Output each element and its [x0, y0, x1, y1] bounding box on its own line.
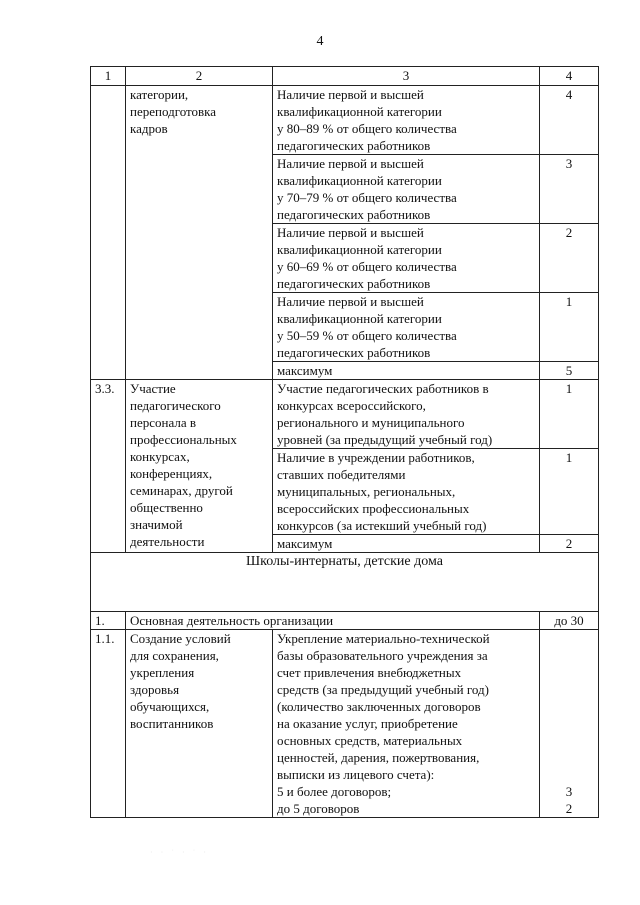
score-cell: 4: [540, 86, 599, 155]
item-number: 1.1.: [91, 630, 126, 818]
score-cell: 1: [540, 293, 599, 362]
max-label: максимум: [273, 362, 540, 380]
header-col-3: 3: [273, 67, 540, 86]
table-row: [91, 380, 599, 449]
indicator-cell: Наличие первой и высшей квалификационной категории у 50–59 % от общего количества педагогических работников: [273, 293, 540, 362]
criterion-cell: Создание условий для сохранения, укрепления здоровья обучающихся, воспитанников: [126, 630, 273, 818]
table-row: [91, 630, 599, 818]
criterion-cell: Участие педагогического персонала в профессиональных конкурсах, конференциях, семинарах, другой общественно значимой деятельности: [126, 380, 273, 553]
table-row: [91, 86, 599, 155]
header-col-4: 4: [540, 67, 599, 86]
scan-artifact: · · ˙ · ˙ ·: [150, 848, 209, 857]
criteria-table: [90, 66, 599, 818]
max-label: максимум: [273, 535, 540, 553]
table-row: [91, 612, 599, 630]
indicator-cell: Наличие первой и высшей квалификационной категории у 80–89 % от общего количества педагогических работников: [273, 86, 540, 155]
indicator-cell: Участие педагогических работников в конкурсах всероссийского, регионального и муниципального уровней (за предыдущий учебный год): [273, 380, 540, 449]
score-cell: 3: [540, 155, 599, 224]
indicator-cell: Укрепление материально-технической базы образовательного учреждения за счет привлечения внебюджетных средств (за предыдущий учебный год) (количество заключенных договоров на оказание услуг, приобретение основных средств, материальных ценностей, дарения, пожертвования, выписки из лицевого счета): 5 и более договоров; до 5 договоров: [273, 630, 540, 818]
header-col-2: 2: [126, 67, 273, 86]
max-value: 2: [540, 535, 599, 553]
item-number: 3.3.: [91, 380, 126, 553]
max-value: 5: [540, 362, 599, 380]
score-cell: 2: [540, 224, 599, 293]
table-header-row: [91, 67, 599, 86]
header-col-1: 1: [91, 67, 126, 86]
section-title: Школы-интернаты, детские дома: [91, 553, 599, 612]
item-number: 1.: [91, 612, 126, 630]
section-row: [91, 553, 599, 612]
indicator-cell: Наличие в учреждении работников, ставших победителями муниципальных, региональных, всероссийских профессиональных конкурсов (за истекший учебный год): [273, 449, 540, 535]
indicator-cell: Наличие первой и высшей квалификационной категории у 70–79 % от общего количества педагогических работников: [273, 155, 540, 224]
criterion-cell: Основная деятельность организации: [126, 612, 540, 630]
score-cell: 1: [540, 380, 599, 449]
page-number: 4: [316, 34, 324, 49]
score-cell: 3 2: [540, 630, 599, 818]
score-cell: 1: [540, 449, 599, 535]
indicator-cell: Наличие первой и высшей квалификационной категории у 60–69 % от общего количества педагогических работников: [273, 224, 540, 293]
score-cell: до 30: [540, 612, 599, 630]
criterion-cell: категории, переподготовка кадров: [126, 86, 273, 380]
